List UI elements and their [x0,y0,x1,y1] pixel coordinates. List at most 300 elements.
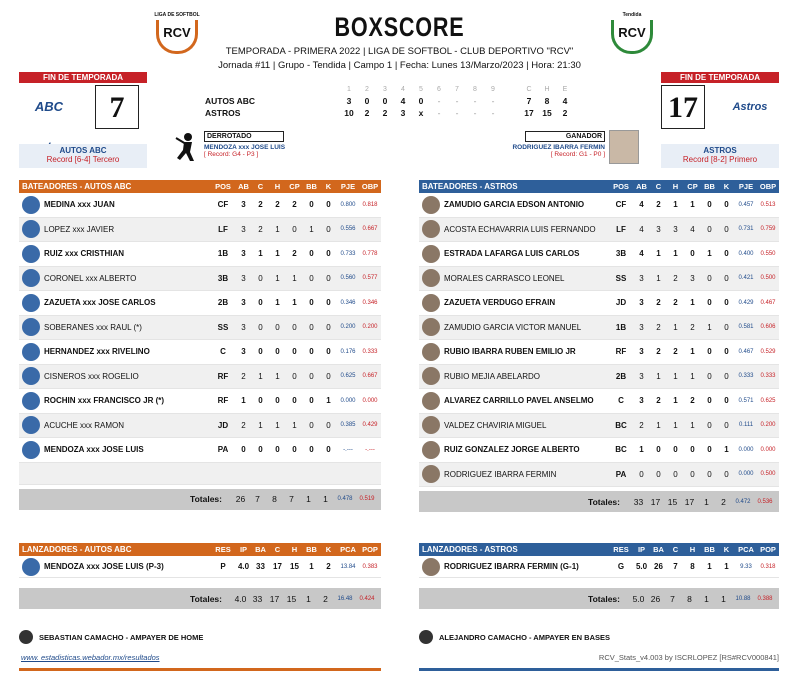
stat-cell: 2 [656,396,661,406]
stat-cell: 0.560 [340,275,356,282]
stat-cell: LF [218,224,228,234]
table-row [419,218,779,243]
inning-runs: - [455,108,459,118]
stat-cell: P [220,562,226,571]
player-name[interactable]: HERNANDEZ xxx RIVELINO [44,347,150,357]
totals-cell: 26 [235,494,246,504]
stat-cell: 1 [258,420,263,430]
column-header: BB [704,545,715,554]
stat-cell: 4.0 [237,562,250,571]
inning-runs: 3 [346,96,352,106]
stat-cell: 0 [724,200,729,210]
player-avatar [422,245,440,263]
umpire-icon [419,630,433,644]
stat-cell: 3 [241,249,246,259]
table-row [19,365,381,390]
stat-cell: 0 [707,224,712,234]
player-name[interactable]: ZAZUETA VERDUGO EFRAIN [444,298,556,308]
stat-cell: PA [615,469,627,479]
totals-cell: 0.478 [337,496,353,502]
table-row [419,242,779,267]
stat-cell: RF [217,371,229,381]
stat-cell: 0.346 [340,299,356,306]
home-team-name: AUTOS ABC [59,146,107,155]
stat-cell: 0.111 [738,422,754,429]
stat-cell: 1 [673,396,678,406]
stat-cell: 3 [241,322,246,332]
stat-cell: 0 [326,249,331,259]
stat-cell: 1 [309,224,314,234]
total-e: 2 [562,108,568,118]
column-header: K [723,182,730,191]
stat-cell: 4 [690,224,695,234]
table-row [19,291,381,316]
loser-record: [ Record: G4 - P3 ] [204,151,259,158]
stat-cell: 0 [326,322,331,332]
stat-cell: 3B [615,249,627,259]
stat-cell: -.--- [365,446,375,453]
totals-cell: 1 [704,593,709,604]
stat-cell: 0.429 [362,422,378,429]
stat-cell: 8 [690,562,695,571]
league-logo-right-caption: Tendida [622,12,642,18]
stat-cell: 0 [326,273,331,283]
player-name[interactable]: ZAMUDIO GARCIA EDSON ANTONIO [444,200,585,210]
stat-cell: 2B [615,371,627,381]
stat-cell: 1 [275,224,280,234]
column-header: POP [760,545,776,554]
inning-runs: - [491,108,495,118]
stat-cell: 1 [275,298,280,308]
stat-cell: 0 [292,371,297,381]
stat-cell: 2 [673,273,678,283]
stat-cell: 0 [690,445,695,455]
total-h: 8 [544,96,550,106]
stat-cell: 0.513 [760,201,776,208]
stat-cell: 0 [707,371,712,381]
table-row [419,556,779,578]
player-avatar [22,441,40,459]
stat-cell: 1 [673,249,678,259]
total-h: 15 [542,108,552,118]
stat-cell: 1 [690,298,695,308]
totals-cell: 0.536 [757,498,773,505]
stat-cell: 0.000 [738,446,754,453]
column-header: K [723,545,730,554]
stat-cell: 0 [724,273,729,283]
player-name[interactable]: ROCHIN xxx FRANCISCO JR (*) [44,396,165,406]
stat-cell: 1 [673,371,678,381]
home-pitching-table [19,543,381,609]
stat-cell: 3 [639,322,644,332]
player-name[interactable]: RUBIO MEJIA ABELARDO [444,371,541,381]
player-avatar [22,558,40,576]
player-avatar [422,441,440,459]
stat-cell: 0 [326,298,331,308]
table-row [419,438,779,463]
stat-cell: 0 [309,322,314,332]
stat-cell: 0 [309,347,314,357]
table-row [19,218,381,243]
stat-cell: SS [615,273,627,283]
umpire-bases-name: ALEJANDRO CAMACHO - AMPAYER EN BASES [439,632,610,642]
totals-cell: 1 [323,494,328,504]
stat-cell: 1 [690,200,695,210]
column-header: RES [215,545,231,554]
winner-label: GANADOR [525,131,605,142]
totals-cell: 33 [252,593,263,604]
stat-cell: 4 [639,224,644,234]
stat-cell: 0 [724,371,729,381]
stat-cell: 0 [241,445,246,455]
player-name[interactable]: MENDOZA xxx JOSE LUIS (P-3) [44,562,164,571]
stat-cell: 0 [292,396,297,406]
stat-cell: 0 [707,273,712,283]
inning-runs: - [473,108,477,118]
player-avatar [22,416,40,434]
stat-cell: 0 [724,347,729,357]
player-name[interactable]: SOBERANES xxx RAUL (*) [44,322,142,332]
stat-cell: 2 [639,420,644,430]
stat-cell: 2 [292,249,297,259]
inning-header: 1 [347,86,351,93]
inning-runs: 10 [344,108,354,118]
player-avatar [22,196,40,214]
totals-cell: 17 [684,496,695,507]
stat-cell: 2 [326,562,331,571]
player-avatar [22,220,40,238]
stat-cell: 0.550 [760,250,776,257]
rhe-header: C [526,86,532,93]
umpire-bases [419,630,779,644]
inning-runs: x [418,108,424,118]
away-batting-table [419,180,779,512]
inning-runs: - [491,96,495,106]
player-name[interactable]: LOPEZ xxx JAVIER [44,224,115,234]
player-name[interactable]: VALDEZ CHAVIRIA MIGUEL [444,420,547,430]
player-avatar [22,367,40,385]
stat-cell: 2B [217,298,229,308]
stat-cell: 2 [292,200,297,210]
player-avatar [422,367,440,385]
stat-cell: 0.000 [362,397,378,404]
stat-cell: 0.333 [760,373,776,380]
stat-cell: 0 [724,420,729,430]
player-name[interactable]: MENDOZA xxx JOSE LUIS [44,445,144,455]
stat-cell: 0.529 [760,348,776,355]
stat-cell: 1 [292,298,297,308]
stat-cell: 0 [707,445,712,455]
player-name[interactable]: RODRIGUEZ IBARRA FERMIN (G-1) [444,562,579,571]
stat-cell: 3 [241,273,246,283]
column-header: OBP [759,182,777,191]
stat-cell: 1 [275,249,280,259]
stat-cell: 1 [707,562,712,571]
player-name[interactable]: ZAZUETA xxx JOSE CARLOS [44,298,156,308]
column-header: H [689,545,696,554]
player-name[interactable]: MEDINA xxx JUAN [44,200,115,210]
stat-cell: 3 [639,371,644,381]
stat-cell: 0 [258,273,263,283]
stat-cell: 1 [724,562,729,571]
stat-cell: 5.0 [635,562,648,571]
player-name[interactable]: ZAMUDIO GARCIA VICTOR MANUEL [444,322,582,332]
player-name[interactable]: ALVAREZ CARRILLO PAVEL ANSELMO [444,396,594,406]
table-title: LANZADORES - AUTOS ABC [22,545,132,554]
totals-cell: 0.519 [359,496,375,502]
stat-cell: 0 [724,322,729,332]
stat-cell: 1 [707,322,712,332]
table-row [19,242,381,267]
player-avatar [422,196,440,214]
inning-runs: - [437,96,441,106]
inning-header: 7 [455,86,459,93]
player-name[interactable]: ACUCHE xxx RAMON [44,420,125,430]
player-avatar [422,343,440,361]
stat-cell: 1 [656,371,661,381]
table-row [19,389,381,414]
stat-cell: G [617,562,625,571]
stat-cell: 1 [656,273,661,283]
player-name[interactable]: RODRIGUEZ IBARRA FERMIN [444,469,557,479]
stat-cell: 1 [309,562,314,571]
stat-cell: 0 [707,347,712,357]
column-header: IP [637,545,646,554]
stat-cell: 0 [326,200,331,210]
inning-runs: 0 [364,96,370,106]
player-name[interactable]: CORONEL xxx ALBERTO [44,273,137,283]
stat-cell: 0 [309,273,314,283]
stat-cell: 1 [690,371,695,381]
away-team-logo: Astros [732,101,768,113]
stat-cell: 0.346 [362,299,378,306]
totals-cell: 2 [323,593,328,604]
stat-cell: 2 [690,396,695,406]
inning-header: 2 [365,86,369,93]
inning-runs: 2 [382,108,388,118]
inning-runs: 0 [382,96,388,106]
column-header: PCA [340,545,356,554]
stat-cell: 1 [690,420,695,430]
player-name[interactable]: RUIZ GONZALEZ JORGE ALBERTO [444,445,580,455]
stat-cell: 0.421 [738,275,754,282]
stat-cell: 0 [258,445,263,455]
stat-cell: 1 [690,347,695,357]
away-score-panel [661,72,779,129]
stat-cell: 0 [707,469,712,479]
version-info: RCV_Stats_v4.003 by ISCRLOPEZ [RS#RCV000841] [598,653,779,662]
player-avatar [22,294,40,312]
stat-cell: 0 [309,371,314,381]
totals-cell: 17 [650,496,661,507]
stat-cell: 1 [275,273,280,283]
player-name[interactable]: CISNEROS xxx ROGELIO [44,371,139,381]
totals-cell: 1 [306,494,311,504]
winner-name: RODRIGUEZ IBARRA FERMIN [512,144,605,151]
stat-cell: 0 [275,322,280,332]
inning-runs: - [437,108,441,118]
stat-cell: RF [217,396,229,406]
stat-cell: 1 [258,371,263,381]
player-name[interactable]: RUIZ xxx CRISTHIAN [44,249,125,259]
stat-cell: SS [217,322,229,332]
stat-cell: BC [615,420,627,430]
inning-header: 3 [383,86,387,93]
stat-cell: 2 [656,347,661,357]
totals-cell: 4.0 [234,593,247,604]
page-title: BOXSCORE [334,12,465,42]
inning-runs: - [455,96,459,106]
stat-cell: 2 [656,200,661,210]
home-team-logo: ABC [34,99,64,114]
linescore-row [205,108,605,120]
totals-cell: 0.388 [757,595,773,602]
stat-cell: 0.383 [362,563,378,570]
table-row [419,389,779,414]
player-name[interactable]: ACOSTA ECHAVARRIA LUIS FERNANDO [444,224,596,234]
player-name[interactable]: MORALES CARRASCO LEONEL [444,273,565,283]
stat-cell: 0 [292,322,297,332]
stat-cell: 0 [707,420,712,430]
table-row [419,316,779,341]
stat-cell: LF [616,224,626,234]
home-status: FIN DE TEMPORADA [19,72,147,83]
totals-cell: 1 [306,593,311,604]
stat-cell: 0.571 [738,397,754,404]
table-title: BATEADORES - ASTROS [422,182,518,191]
column-header: AB [238,182,249,191]
column-header: C [274,545,281,554]
totals-cell: 17 [269,593,280,604]
stat-cell: 0.759 [760,226,776,233]
stat-cell: 0 [326,420,331,430]
stat-cell: 0 [656,445,661,455]
stat-cell: 0 [275,396,280,406]
game-info: Jornada #11 | Grupo - Tendida | Campo 1 | Fecha: Lunes 13/Marzo/2023 | Hora: 21:30 [218,60,581,71]
stat-cell: 0.731 [738,226,754,233]
inning-runs: 3 [400,108,406,118]
stat-cell: 3 [656,224,661,234]
stat-cell: 0 [326,347,331,357]
totals-cell: 16.48 [337,595,353,602]
column-header: BB [704,182,715,191]
away-score: 17 [661,85,705,129]
stat-cell: 1B [217,249,229,259]
stat-cell: 3 [690,273,695,283]
league-logo-left-caption: LIGA DE SOFTBOL [154,12,200,18]
totals-cell: 15 [667,496,678,507]
player-avatar [422,558,440,576]
stat-cell: 0.625 [340,373,356,380]
table-row [19,193,381,218]
player-name[interactable]: ESTRADA LAFARGA LUIS CARLOS [444,249,580,259]
home-batting-table [19,180,381,510]
inning-runs: 4 [400,96,406,106]
away-status: FIN DE TEMPORADA [661,72,779,83]
footer-bar-left [19,668,381,671]
column-header: C [672,545,679,554]
stat-cell: 0 [309,200,314,210]
linescore-team-name: ASTROS [205,108,241,118]
loser-label: DERROTADO [204,131,284,142]
stat-cell: 3 [241,298,246,308]
stat-cell: 0.176 [340,348,356,355]
stat-cell: 0.556 [340,226,356,233]
stat-cell: 0.581 [738,324,754,331]
stat-cell: 0 [326,224,331,234]
totals-cell: 0.424 [359,595,375,602]
totals-cell: 1 [704,496,709,507]
inning-runs: 0 [418,96,424,106]
stat-cell: 1 [639,445,644,455]
inning-header: 5 [419,86,423,93]
totals-cell: 33 [633,496,644,507]
stat-cell: 3 [673,224,678,234]
stat-cell: 1 [326,396,331,406]
total-c: 17 [524,108,534,118]
stat-cell: 17 [273,562,282,571]
player-name[interactable]: RUBIO IBARRA RUBEN EMILIO JR [444,347,576,357]
stat-cell: 0 [326,371,331,381]
totals-cell: 2 [721,496,726,507]
stat-cell: 0.000 [738,471,754,478]
stat-cell: 0.333 [738,373,754,380]
player-avatar [422,269,440,287]
column-header: PCA [738,545,754,554]
stat-cell: 1 [673,420,678,430]
table-row [19,556,381,578]
stat-cell: 0 [724,469,729,479]
stat-cell: 2 [241,420,246,430]
stat-cell: CF [615,200,627,210]
player-avatar [22,392,40,410]
stat-cell: 1 [656,249,661,259]
table-title: BATEADORES - AUTOS ABC [22,182,132,191]
stat-cell: 1 [707,249,712,259]
inning-runs: 2 [364,108,370,118]
player-avatar [422,318,440,336]
stat-cell: 0 [656,469,661,479]
stat-cell: 0 [258,396,263,406]
totals-cell: 0.472 [735,498,751,505]
stat-cell: 2 [275,200,280,210]
table-row [419,340,779,365]
stat-cell: 0 [309,298,314,308]
stat-cell: 33 [256,562,265,571]
winner-photo [609,130,639,164]
stat-cell: 0 [275,347,280,357]
stat-cell: 2 [241,371,246,381]
website-link[interactable]: www. estadisticas.webador.mx/resultados [21,653,160,662]
footer-bar-right [419,668,779,671]
stat-cell: 4 [639,200,644,210]
table-row [419,414,779,439]
stat-cell: 3 [639,273,644,283]
totals-cell: 7 [670,593,675,604]
stat-cell: BC [615,445,627,455]
home-score: 7 [95,85,139,129]
stat-cell: 1 [292,420,297,430]
stat-cell: 0 [309,420,314,430]
stat-cell: 0 [690,249,695,259]
stat-cell: PA [217,445,229,455]
inning-runs: - [473,96,477,106]
table-row [19,438,381,463]
column-header: CP [687,182,698,191]
stat-cell: 0 [673,445,678,455]
totals-cell: 8 [272,494,277,504]
totals-cell: 15 [286,593,297,604]
